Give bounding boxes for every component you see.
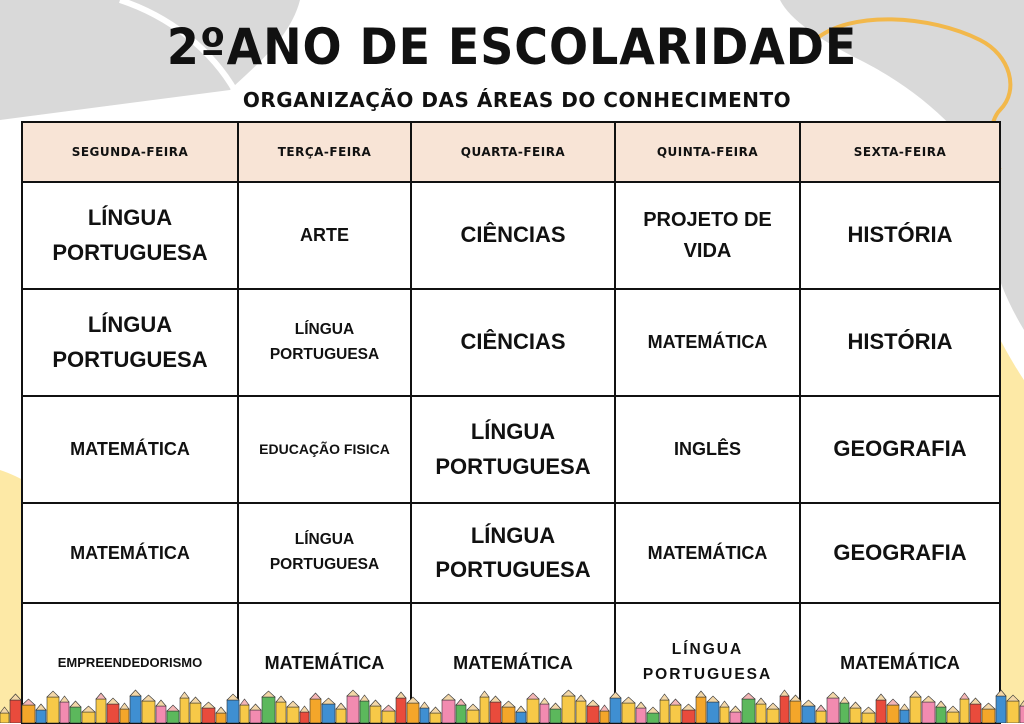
pencil-icon	[1007, 695, 1019, 723]
pencil-icon	[10, 694, 21, 723]
cell-tuesday: LÍNGUA PORTUGUESA	[238, 289, 411, 396]
pencil-icon	[430, 707, 441, 723]
header-wednesday: QUARTA-FEIRA	[411, 122, 615, 182]
cell-wednesday: LÍNGUA PORTUGUESA	[411, 396, 615, 503]
pencil-icon	[900, 704, 909, 723]
schedule-table	[21, 121, 1001, 724]
cell-tuesday: LÍNGUA PORTUGUESA	[238, 503, 411, 603]
pencil-icon	[336, 703, 346, 723]
pencil-icon	[862, 707, 875, 723]
pencil-icon	[47, 691, 59, 723]
pencil-icon	[322, 698, 335, 723]
pencil-icon	[407, 697, 419, 723]
pencil-icon	[227, 694, 239, 723]
pencil-icon	[636, 702, 646, 723]
colored-pencils-border-icon	[0, 687, 1024, 723]
cell-tuesday: MATEMÁTICA	[238, 603, 411, 723]
pencil-icon	[36, 704, 46, 723]
pencil-icon	[156, 700, 166, 723]
cell-wednesday: MATEMÁTICA	[411, 603, 615, 723]
pencil-icon	[610, 692, 621, 723]
cell-wednesday: CIÊNCIAS	[411, 289, 615, 396]
header-monday: SEGUNDA-FEIRA	[22, 122, 238, 182]
pencil-icon	[780, 690, 789, 723]
table-row	[22, 396, 1000, 503]
pencil-icon	[370, 700, 381, 723]
cell-monday: LÍNGUA PORTUGUESA	[22, 289, 238, 396]
pencil-icon	[516, 706, 526, 723]
pencil-icon	[490, 696, 501, 723]
pencil-icon	[742, 693, 755, 723]
pencil-icon	[816, 705, 826, 723]
page-title: 2ºANO DE ESCOLARIDADE	[166, 18, 858, 76]
cell-thursday: MATEMÁTICA	[615, 289, 800, 396]
header-friday: SEXTA-FEIRA	[800, 122, 1000, 182]
header-tuesday: TERÇA-FEIRA	[238, 122, 411, 182]
pencil-icon	[660, 694, 669, 723]
pencil-icon	[670, 699, 681, 723]
cell-friday: HISTÓRIA	[800, 289, 1000, 396]
pencil-icon	[707, 696, 719, 723]
pencil-icon	[960, 693, 969, 723]
pencil-icon	[310, 693, 321, 723]
page-subtitle: ORGANIZAÇÃO DAS ÁREAS DO CONHECIMENTO	[242, 88, 792, 112]
pencil-icon	[70, 701, 81, 723]
pencil-icon	[970, 698, 981, 723]
pencil-icon	[996, 690, 1006, 723]
pencil-icon	[576, 695, 586, 723]
pencil-icon	[730, 706, 741, 723]
cell-thursday: PROJETO DE VIDA	[615, 182, 800, 289]
cell-friday: GEOGRAFIA	[800, 396, 1000, 503]
pencil-icon	[130, 690, 141, 723]
cell-wednesday: CIÊNCIAS	[411, 182, 615, 289]
pencil-icon	[250, 704, 261, 723]
pencil-icon	[456, 699, 466, 723]
pencil-icon	[682, 704, 695, 723]
pencil-icon	[287, 701, 299, 723]
pencil-icon	[600, 705, 609, 723]
pencil-icon	[936, 701, 946, 723]
cell-monday: EMPREENDEDORISMO	[22, 603, 238, 723]
pencil-icon	[276, 696, 286, 723]
pencil-icon	[840, 697, 849, 723]
header-thursday: QUINTA-FEIRA	[615, 122, 800, 182]
pencil-icon	[802, 700, 815, 723]
table-row	[22, 182, 1000, 289]
cell-tuesday: ARTE	[238, 182, 411, 289]
cell-monday: MATEMÁTICA	[22, 503, 238, 603]
cell-monday: MATEMÁTICA	[22, 396, 238, 503]
pencil-icon	[947, 706, 959, 723]
cell-friday: MATEMÁTICA	[800, 603, 1000, 723]
pencil-icon	[876, 694, 886, 723]
pencil-icon	[202, 702, 215, 723]
table-row	[22, 289, 1000, 396]
pencil-icon	[756, 698, 766, 723]
pencil-icon	[910, 691, 921, 723]
pencil-icon	[0, 707, 9, 723]
pencil-icon	[262, 691, 275, 723]
pencil-icon	[240, 699, 249, 723]
pencil-icon	[1020, 700, 1024, 723]
cell-tuesday: EDUCAÇÃO FISICA	[238, 396, 411, 503]
pencil-icon	[887, 699, 899, 723]
cell-thursday: INGLÊS	[615, 396, 800, 503]
pencil-icon	[190, 697, 201, 723]
pencil-icon	[827, 692, 839, 723]
pencil-icon	[382, 705, 395, 723]
pencil-icon	[720, 701, 729, 723]
table-row	[22, 503, 1000, 603]
pencil-icon	[540, 698, 549, 723]
pencil-icon	[347, 690, 359, 723]
pencil-icon	[850, 702, 861, 723]
pencil-icon	[82, 706, 95, 723]
header-row	[22, 122, 1000, 182]
cell-monday: LÍNGUA PORTUGUESA	[22, 182, 238, 289]
pencil-icon	[922, 696, 935, 723]
cell-friday: GEOGRAFIA	[800, 503, 1000, 603]
pencil-icon	[767, 703, 779, 723]
pencil-icon	[562, 690, 575, 723]
pencil-icon	[360, 695, 369, 723]
pencil-icon	[550, 703, 561, 723]
pencil-icon	[420, 702, 429, 723]
pencil-icon	[442, 694, 455, 723]
pencil-icon	[216, 707, 226, 723]
pencil-icon	[22, 699, 35, 723]
cell-thursday: MATEMÁTICA	[615, 503, 800, 603]
pencil-icon	[480, 691, 489, 723]
pencil-icon	[300, 706, 309, 723]
cell-friday: HISTÓRIA	[800, 182, 1000, 289]
pencil-icon	[107, 698, 119, 723]
pencil-icon	[982, 703, 995, 723]
cell-thursday: LÍNGUA PORTUGUESA	[615, 603, 800, 723]
pencil-icon	[467, 704, 479, 723]
pencil-icon	[120, 703, 129, 723]
pencil-icon	[180, 692, 189, 723]
pencil-icon	[142, 695, 155, 723]
cell-wednesday: LÍNGUA PORTUGUESA	[411, 503, 615, 603]
pencil-icon	[696, 691, 706, 723]
pencil-icon	[790, 695, 801, 723]
pencil-icon	[527, 693, 539, 723]
pencil-icon	[587, 700, 599, 723]
pencil-icon	[622, 697, 635, 723]
pencil-icon	[502, 701, 515, 723]
pencil-icon	[647, 707, 659, 723]
pencil-icon	[167, 705, 179, 723]
pencil-icon	[396, 692, 406, 723]
pencil-icon	[60, 696, 69, 723]
pencil-icon	[96, 693, 106, 723]
